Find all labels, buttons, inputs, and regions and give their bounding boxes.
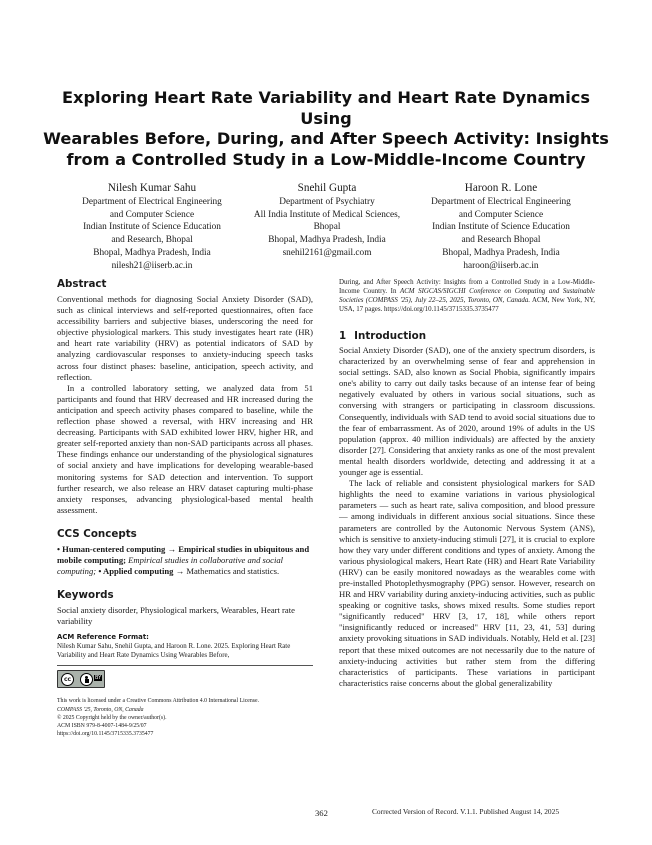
author-1 xyxy=(57,181,247,272)
right-column xyxy=(339,278,595,689)
ccs-item-italic: Empirical studies in collaborative and social computing; xyxy=(57,554,284,577)
ref-venue: ACM SIGCAS/SIGCHI Conference on Computing and Sustainable Societies (COMPASS '25), July 22–25, 2025, Toronto, ON, Canada. xyxy=(339,288,595,304)
author-email: snehil2161@gmail.com xyxy=(282,247,372,258)
ccs-item-text: → Mathematics and statistics. xyxy=(175,566,280,577)
ref-text: During, and After Speech Activity: Insights from a Controlled Study in a Low-Middle-Income Country. In xyxy=(339,279,595,295)
keywords-text: Social anxiety disorder, Physiological markers, Wearables, Heart rate variability xyxy=(57,605,295,627)
badge-label: BY xyxy=(95,675,102,682)
author-affiliation-line: Bhopal, Madhya Pradesh, India xyxy=(442,247,560,258)
abstract-heading: Abstract xyxy=(57,278,107,290)
author-affiliation-line: and Research, Bhopal xyxy=(111,235,193,246)
author-affiliation-line: and Research Bhopal xyxy=(461,235,541,246)
author-affiliation-line: Department of Electrical Engineering xyxy=(82,197,222,207)
ccs-concepts xyxy=(57,544,313,577)
acm-reference-text: Nilesh Kumar Sahu, Snehil Gupta, and Haroon R. Lone. 2025. Exploring Heart Rate Variability and Heart Rate Dynamics Using Wearables Before, xyxy=(57,643,291,660)
left-column xyxy=(57,278,313,738)
abstract-paragraph: In a controlled laboratory setting, we analyzed data from 51 participants and found that HRV decreased and HR increased during the anticipation and speech activity phases compared to baseline, while the reflection phase showed a reversal, with HRV increasing and HR decreasing. Participants with SAD exhibited lower HRV, higher HR, and greater self-reported anxiety than non-SAD participants across all phases. These findings enhance our understanding of the physiological signatures of social anxiety and have implications for developing wearable-based monitoring systems for SAD detection and intervention. To support further research, we also release an HRV dataset capturing multi-phase anxiety responses, advancing physiological-based mental health assessment. xyxy=(57,382,313,515)
creative-commons-badge[interactable] xyxy=(57,670,105,688)
author-affiliation-line: Bhopal, Madhya Pradesh, India xyxy=(93,247,211,258)
intro-paragraph: Social Anxiety Disorder (SAD), one of the anxiety spectrum disorders, is characterized by an overwhelming sense of fear and apprehension in social settings. SAD, also known as Social Phobia, significantly impairs one's ability to carry out daily tasks because of an intense fear of being negatively evaluated by others in various social situations, such as conversing with strangers or participating in classroom discussions. Consequently, individuals with SAD tend to avoid social situations due to the fear of embarrassment. As of 2020, around 19% of adults in the US population (approx. 40 million individuals) are affected by the anxiety disorder [27]. Considering that anxiety ranks as one of the most prevalent mental health disorders worldwide, detecting and addressing it at a younger age is essential. xyxy=(339,345,595,478)
title-line: Exploring Heart Rate Variability and Heart Rate Dynamics Using xyxy=(61,88,591,128)
license-line: COMPASS '25, Toronto, ON, Canada xyxy=(57,706,144,713)
author-email: haroon@iiserb.ac.in xyxy=(463,260,539,271)
author-affiliation-line: and Computer Science xyxy=(458,209,544,220)
author-affiliation-line: All India Institute of Medical Sciences, xyxy=(253,209,401,220)
author-affiliation-line: Department of Electrical Engineering xyxy=(431,197,571,207)
author-affiliation-line: Bhopal, Madhya Pradesh, India xyxy=(268,235,386,246)
ccs-heading: CCS Concepts xyxy=(57,527,137,540)
section-number: 1 xyxy=(339,330,347,342)
paper-title xyxy=(40,88,612,170)
license-block xyxy=(57,665,313,738)
author-name: Haroon R. Lone xyxy=(464,182,538,194)
author-name: Nilesh Kumar Sahu xyxy=(107,182,197,194)
section-heading-introduction xyxy=(339,330,595,342)
attribution-icon xyxy=(80,673,93,686)
author-2 xyxy=(232,181,422,260)
title-line: Wearables Before, During, and After Speech Activity: Insights xyxy=(43,129,609,148)
author-affiliation-line: and Computer Science xyxy=(109,209,195,220)
doi-link[interactable]: https://doi.org/10.1145/3715335.3735477 xyxy=(57,731,154,738)
intro-paragraph: The lack of reliable and consistent physiological markers for SAD highlights the need to examine variations in various physiological parameters — such as heart rate, saliva composition, and blood pressure — among individuals in different anxious social situations. Since these parameters are controlled by the Autonomic Nervous System (ANS), which is sensitive to anxiety-inducing stimuli [27], it is crucial to explore how they vary under different conditions and types of anxiety. Among the various physiological makers, Heart Rate (HR) and Heart Rate Variability (HRV) can be easily monitored nowadays as the wearables come with pre-installed Photoplethysmography (PPG) sensor. However, research on HR and HRV variability during anxiety-inducing activities, such as public speaking or cognitive tasks, shows mixed results. Some studies report "significantly reduced" HRV [3, 17, 18], while others report "insignificantly reduced or increased" HRV [11, 23, 41, 53] during anxiety provoking situations in SAD individuals. Notably, Held et al. [23] report that these mixed outcomes are not necessarily due to the nature of anxiety-inducing activities but rather stem from the differing characteristics of participants. These variations in participant characteristics raise concerns about the global generalizability xyxy=(339,478,595,688)
license-line: ACM ISBN 979-8-4007-1484-9/25/07 xyxy=(57,722,147,729)
author-affiliation-line: Bhopal xyxy=(313,222,341,233)
author-3 xyxy=(406,181,596,272)
ccs-item-bold: • Applied computing xyxy=(98,566,174,577)
ref-tail: ACM, New York, NY, USA, 17 pages. https://doi.org/10.1145/3715335.3735477 xyxy=(339,297,595,313)
title-line: from a Controlled Study in a Low-Middle-Income Country xyxy=(66,149,586,169)
acm-reference-continued xyxy=(339,278,595,314)
author-affiliation-line: Indian Institute of Science Education xyxy=(83,222,221,233)
author-name: Snehil Gupta xyxy=(297,182,357,194)
author-affiliation-line: Department of Psychiatry xyxy=(279,197,375,207)
keywords-heading: Keywords xyxy=(57,589,114,602)
version-note: Corrected Version of Record. V.1.1. Published August 14, 2025 xyxy=(372,807,560,816)
page-number: 362 xyxy=(315,808,328,818)
author-email: nilesh21@iiserb.ac.in xyxy=(111,260,193,271)
acm-reference-heading: ACM Reference Format: xyxy=(57,633,149,642)
license-line: © 2025 Copyright held by the owner/author(s). xyxy=(57,714,167,721)
section-title: Introduction xyxy=(354,330,427,342)
ccs-item-bold: • Human-centered computing → Empirical studies in ubiquitous and mobile computing; xyxy=(57,543,310,565)
abstract-paragraph: Conventional methods for diagnosing Social Anxiety Disorder (SAD), such as clinical interviews and self-reported questionnaires, often face accessibility barriers and subjective biases, underscoring the need for objective physiological markers. This study investigates heart rate (HR) and heart rate variability (HRV) as potential indicators of SAD by analyzing cardiovascular responses to anxiety-inducing speech tasks across four distinct phases: baseline, anticipation, speech activity, and reflection. xyxy=(57,294,313,382)
license-line: This work is licensed under a Creative Commons Attribution 4.0 International License. xyxy=(57,698,260,705)
author-affiliation-line: Indian Institute of Science Education xyxy=(432,222,570,233)
cc-icon: cc xyxy=(61,673,74,686)
